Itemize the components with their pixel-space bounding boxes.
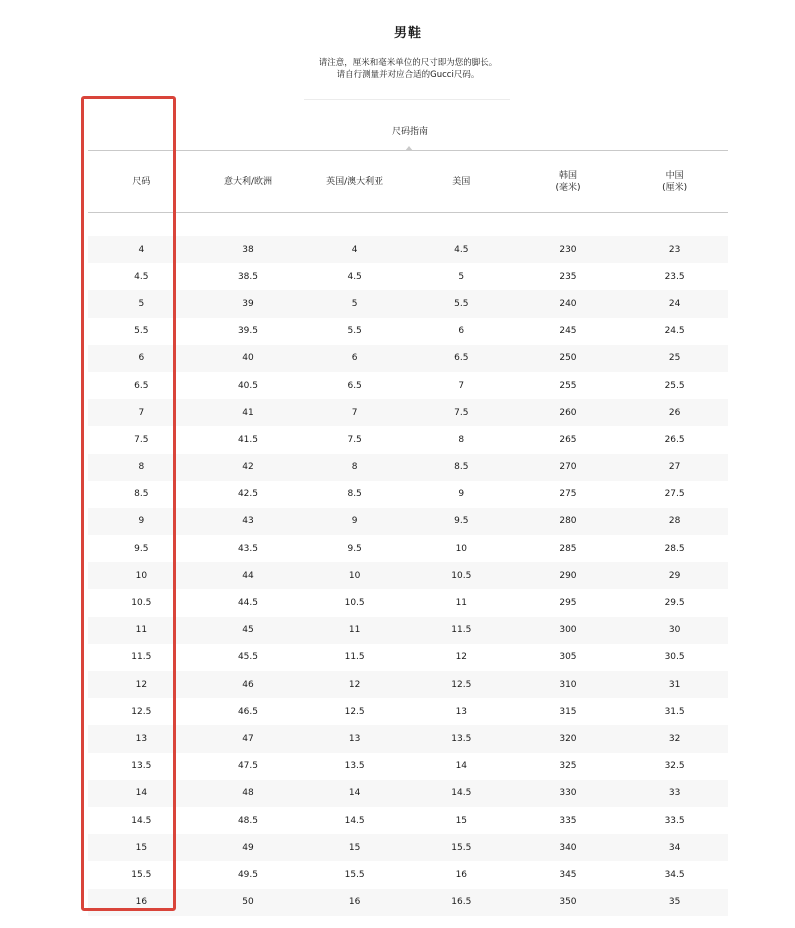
table-cell: 7.5 [454,407,469,418]
size-column-highlight [81,96,176,911]
table-cell: 48.5 [237,815,258,826]
table-cell: 43 [242,516,254,527]
table-cell: 4.5 [454,244,469,255]
table-cell: 245 [559,326,577,337]
table-row [88,318,728,345]
table-cell: 38 [242,244,254,255]
table-cell: 25 [668,353,681,364]
table-cell: 40 [242,353,254,364]
table-cell: 32 [668,733,681,744]
table-cell: 9.5 [347,543,362,554]
table-row [88,454,728,481]
table-cell: 6 [458,326,465,337]
table-row [88,426,728,453]
size-table-body [88,236,728,916]
table-cell: 8 [138,462,145,473]
table-cell: 11 [455,598,468,609]
table-cell: 12.5 [344,706,365,717]
note-divider [304,99,510,100]
table-cell: 32.5 [664,761,685,772]
table-cell: 16.5 [451,897,472,908]
table-cell: 44 [242,570,254,581]
table-cell: 13 [455,706,468,717]
table-cell: 42 [242,462,254,473]
table-cell: 13.5 [131,761,152,772]
table-cell: 255 [559,380,577,391]
table-cell: 15.5 [131,869,152,880]
table-cell: 275 [559,489,577,500]
table-row [88,889,728,916]
table-cell: 235 [559,271,577,282]
table-cell: 8 [351,462,358,473]
table-cell: 350 [559,897,577,908]
table-row [88,290,728,317]
table-cell: 10.5 [344,598,365,609]
table-cell: 14 [455,761,468,772]
table-cell: 15 [348,842,361,853]
tab-size-guide[interactable]: 尺码指南 [391,127,428,137]
table-row [88,481,728,508]
table-cell: 280 [559,516,577,527]
table-cell: 10 [135,570,148,581]
table-cell: 4.5 [347,271,362,282]
table-cell: 45.5 [237,652,258,663]
table-row [88,671,728,698]
table-cell: 260 [559,407,577,418]
table-cell: 11 [348,625,361,636]
table-cell: 29 [668,570,681,581]
table-cell: 26.5 [664,434,685,445]
table-cell: 265 [559,434,577,445]
table-header [88,152,728,212]
table-cell: 4 [351,244,358,255]
table-cell: 8.5 [454,462,469,473]
table-cell: 7 [138,407,145,418]
table-cell: 47.5 [237,761,258,772]
table-row [88,834,728,861]
table-cell: 5.5 [454,298,469,309]
table-cell: 24.5 [664,326,685,337]
table-cell: 50 [242,897,254,908]
table-cell: 340 [559,842,577,853]
table-cell: 8 [458,434,465,445]
table-row [88,807,728,834]
table-row [88,753,728,780]
table-cell: 11.5 [344,652,365,663]
table-row [88,263,728,290]
table-cell: 10.5 [451,570,472,581]
table-cell: 6.5 [134,380,149,391]
table-cell: 315 [559,706,577,717]
table-row [88,562,728,589]
table-row [88,725,728,752]
table-cell: 9 [351,516,358,527]
table-cell: 14 [135,788,148,799]
table-cell: 31.5 [664,706,685,717]
table-cell: 10.5 [131,598,152,609]
table-cell: 27 [668,462,681,473]
table-cell: 285 [559,543,577,554]
table-cell: 9.5 [454,516,469,527]
table-cell: 5.5 [347,326,362,337]
table-cell: 5.5 [134,326,149,337]
table-cell: 6.5 [454,353,469,364]
table-row [88,372,728,399]
table-row [88,535,728,562]
table-cell: 30 [668,625,681,636]
size-note [0,57,795,81]
table-cell: 5 [458,271,465,282]
table-cell: 42.5 [237,489,258,500]
table-cell: 5 [351,298,358,309]
table-cell: 16 [135,897,148,908]
table-cell: 6 [138,353,145,364]
table-cell: 39 [242,298,254,309]
table-cell: 31 [668,679,681,690]
column-header: 意大利/欧洲 [223,177,272,187]
table-cell: 29.5 [664,598,685,609]
table-cell: 270 [559,462,577,473]
table-cell: 15 [455,815,468,826]
table-cell: 13 [348,733,361,744]
table-row [88,617,728,644]
table-cell: 35 [668,897,681,908]
table-cell: 7 [351,407,358,418]
table-cell: 11 [135,625,148,636]
table-row [88,644,728,671]
table-cell: 10 [348,570,361,581]
table-cell: 15 [135,842,148,853]
table-cell: 13.5 [344,761,365,772]
column-header: 英国/澳大利亚 [326,177,384,187]
table-cell: 305 [559,652,577,663]
table-cell: 34 [668,842,681,853]
table-cell: 28.5 [664,543,685,554]
table-cell: 240 [559,298,577,309]
table-row [88,780,728,807]
table-cell: 290 [559,570,577,581]
table-cell: 33.5 [664,815,685,826]
header-divider [88,212,728,213]
table-cell: 13.5 [451,733,472,744]
table-cell: 12 [348,679,361,690]
table-cell: 310 [559,679,577,690]
table-cell: 12.5 [451,679,472,690]
table-cell: 11.5 [131,652,152,663]
table-cell: 8.5 [347,489,362,500]
table-cell: 12 [455,652,468,663]
table-row [88,345,728,372]
table-cell: 25.5 [664,380,685,391]
table-row [88,589,728,616]
table-cell: 43.5 [237,543,258,554]
table-cell: 38.5 [237,271,258,282]
table-cell: 325 [559,761,577,772]
table-cell: 250 [559,353,577,364]
table-cell: 8.5 [134,489,149,500]
table-cell: 300 [559,625,577,636]
table-cell: 33 [668,788,681,799]
table-cell: 34.5 [664,869,685,880]
table-cell: 23.5 [664,271,685,282]
table-cell: 7.5 [134,434,149,445]
table-cell: 46.5 [237,706,258,717]
table-cell: 5 [138,298,145,309]
table-row [88,236,728,263]
table-cell: 27.5 [664,489,685,500]
table-cell: 4.5 [134,271,149,282]
table-cell: 26 [668,407,681,418]
table-cell: 230 [559,244,577,255]
table-cell: 14.5 [451,788,472,799]
table-cell: 9 [138,516,145,527]
table-cell: 14 [348,788,361,799]
table-cell: 40.5 [237,380,258,391]
table-cell: 49.5 [237,869,258,880]
table-cell: 14.5 [131,815,152,826]
table-cell: 295 [559,598,577,609]
table-row [88,861,728,888]
table-cell: 41 [242,407,254,418]
table-cell: 24 [668,298,681,309]
table-cell: 12 [135,679,148,690]
size-note-line-2: 请自行测量并对应合适的Gucci尺码。 [336,70,480,80]
table-cell: 28 [668,516,681,527]
table-cell: 16 [348,897,361,908]
size-note-line-1: 请注意，厘米和毫米单位的尺寸即为您的脚长。 [318,58,498,68]
column-header: 韩国 (毫米) [555,171,581,193]
table-cell: 44.5 [237,598,258,609]
table-cell: 15.5 [344,869,365,880]
tab-caret-icon [405,146,413,151]
table-row [88,508,728,535]
table-cell: 335 [559,815,577,826]
table-cell: 6.5 [347,380,362,391]
table-cell: 16 [455,869,468,880]
table-cell: 9 [458,489,465,500]
table-cell: 11.5 [451,625,472,636]
page-title: 男鞋 [393,26,422,41]
table-cell: 23 [668,244,681,255]
table-cell: 9.5 [134,543,149,554]
table-cell: 47 [242,733,254,744]
table-cell: 15.5 [451,842,472,853]
table-cell: 7 [458,380,465,391]
table-cell: 320 [559,733,577,744]
table-cell: 30.5 [664,652,685,663]
table-cell: 48 [242,788,254,799]
table-cell: 49 [242,842,254,853]
table-cell: 345 [559,869,577,880]
column-header: 中国 (厘米) [662,171,688,193]
table-cell: 13 [135,733,148,744]
table-row [88,399,728,426]
table-cell: 4 [138,244,145,255]
table-cell: 39.5 [237,326,258,337]
table-cell: 12.5 [131,706,152,717]
table-cell: 7.5 [347,434,362,445]
table-row [88,698,728,725]
column-header: 尺码 [132,177,151,187]
table-cell: 6 [351,353,358,364]
table-cell: 330 [559,788,577,799]
column-header: 美国 [452,177,471,187]
table-cell: 10 [455,543,468,554]
table-cell: 14.5 [344,815,365,826]
table-cell: 46 [242,679,254,690]
table-cell: 45 [242,625,254,636]
table-cell: 41.5 [237,434,258,445]
